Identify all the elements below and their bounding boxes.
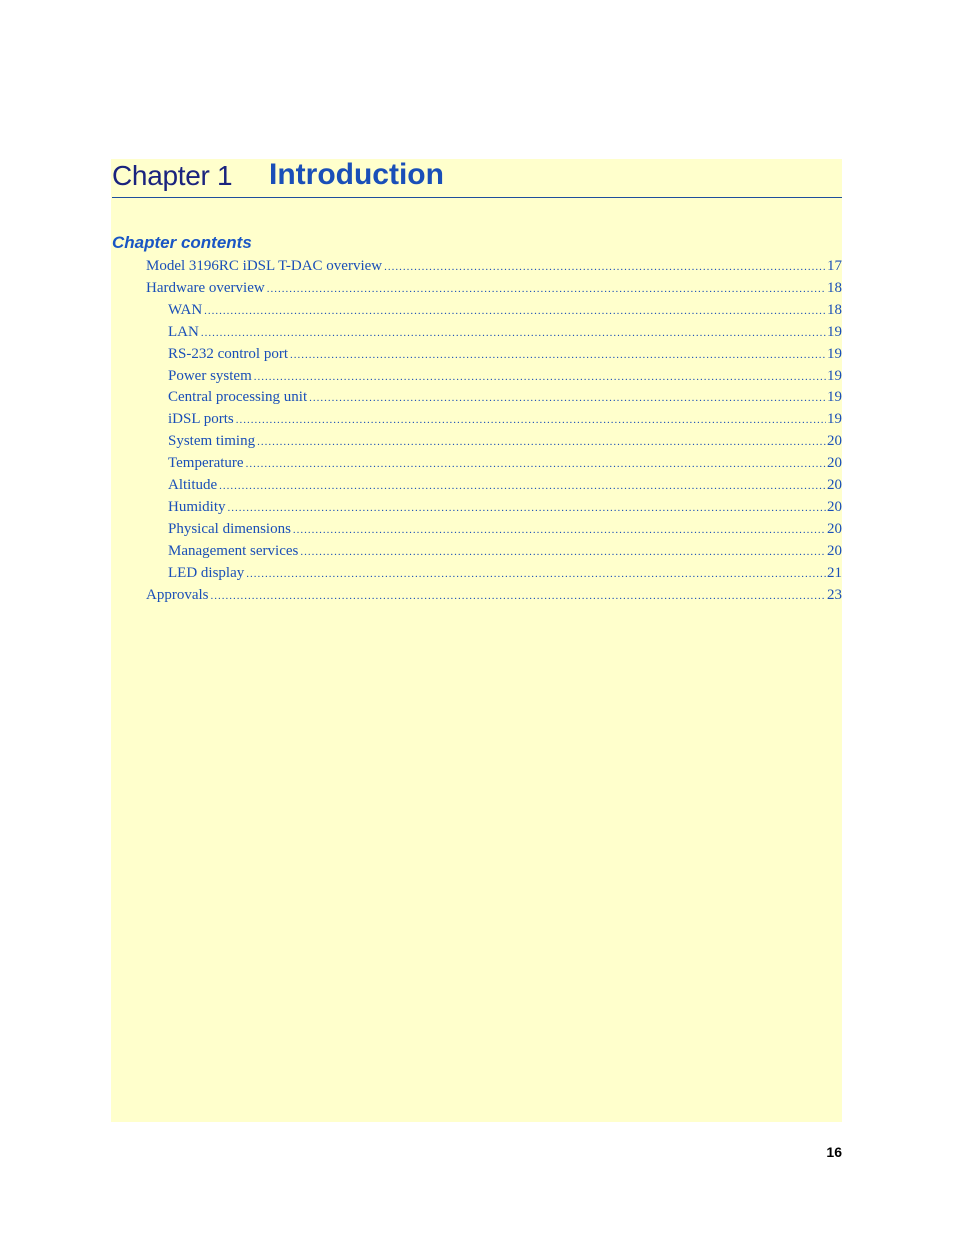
toc-leader-dots <box>257 436 826 448</box>
toc-leader-dots <box>219 480 826 492</box>
toc-entry[interactable] <box>168 389 842 411</box>
toc-leader-dots <box>236 414 826 426</box>
toc-entry-text: System timing <box>168 433 256 450</box>
toc-entry[interactable] <box>168 368 842 390</box>
toc-entry[interactable] <box>146 258 842 280</box>
toc-leader-dots <box>384 261 826 273</box>
toc-leader-dots <box>204 305 826 317</box>
toc-leader-dots <box>246 458 826 470</box>
toc-leader-dots <box>246 568 826 580</box>
toc-entry-text: Physical dimensions <box>168 520 291 537</box>
toc-entry[interactable] <box>168 499 842 521</box>
toc-entry-text: Altitude <box>168 477 218 493</box>
chapter-heading <box>112 156 842 198</box>
toc-entry[interactable] <box>168 433 842 455</box>
toc-entry-text: Approvals <box>146 586 209 603</box>
toc-leader-dots <box>290 349 826 361</box>
toc-leader-dots <box>211 590 827 602</box>
toc-entry[interactable] <box>146 587 842 609</box>
toc-entry-text: Power system <box>168 367 252 384</box>
page-number: 16 <box>826 1144 842 1160</box>
toc-entry-text: Model 3196RC iDSL T-DAC overview <box>146 258 383 274</box>
toc-entry-page: 18 <box>827 279 842 296</box>
toc-leader-dots <box>228 502 826 514</box>
toc-entry[interactable] <box>168 302 842 324</box>
toc-entry[interactable] <box>168 543 842 565</box>
toc-entry-text: Hardware overview <box>146 279 265 296</box>
toc-entry-text: iDSL ports <box>168 411 234 428</box>
toc-entry[interactable] <box>146 280 842 302</box>
toc-leader-dots <box>254 371 826 383</box>
toc-entry-page: 20 <box>827 520 842 537</box>
toc-entry-text: Management services <box>168 542 299 559</box>
contents-heading: Chapter contents <box>112 233 252 252</box>
toc-entry-text: Humidity <box>168 498 226 515</box>
toc-leader-dots <box>300 546 826 558</box>
toc-entry-page: 20 <box>827 477 842 493</box>
toc-entry[interactable] <box>168 346 842 368</box>
toc-entry[interactable] <box>168 565 842 587</box>
toc-entry-text: Temperature <box>168 455 244 472</box>
toc-entry[interactable] <box>168 455 842 477</box>
toc-entry[interactable] <box>168 477 842 499</box>
toc-entry-page: 20 <box>827 433 842 450</box>
toc-entry-text: LED display <box>168 564 245 581</box>
toc-entry-text: WAN <box>168 301 203 318</box>
chapter-label: Chapter 1 <box>112 160 233 191</box>
chapter-title: Introduction <box>269 158 444 191</box>
toc-entry-page: 17 <box>827 258 842 274</box>
toc-entry-page: 20 <box>827 455 842 472</box>
toc-entry-page: 18 <box>827 301 842 318</box>
toc-entry-page: 19 <box>827 345 842 362</box>
toc-leader-dots <box>309 392 826 404</box>
toc-entry-page: 19 <box>827 367 842 384</box>
toc-entry-text: Central processing unit <box>168 389 308 406</box>
toc-entry-page: 21 <box>827 564 842 581</box>
toc-entry-text: RS-232 control port <box>168 345 288 362</box>
toc-entry-page: 20 <box>827 542 842 559</box>
toc-entry-page: 23 <box>827 586 842 603</box>
toc-leader-dots <box>267 283 826 295</box>
toc-entry-text: LAN <box>168 323 199 340</box>
toc-entry-page: 19 <box>827 411 842 428</box>
toc-entry[interactable] <box>168 411 842 433</box>
toc-leader-dots <box>201 327 826 339</box>
toc-entry[interactable] <box>168 324 842 346</box>
toc-leader-dots <box>293 524 826 536</box>
toc-entry-page: 19 <box>827 323 842 340</box>
toc-entry-page: 19 <box>827 389 842 406</box>
toc-entry[interactable] <box>168 521 842 543</box>
toc-entry-page: 20 <box>827 498 842 515</box>
